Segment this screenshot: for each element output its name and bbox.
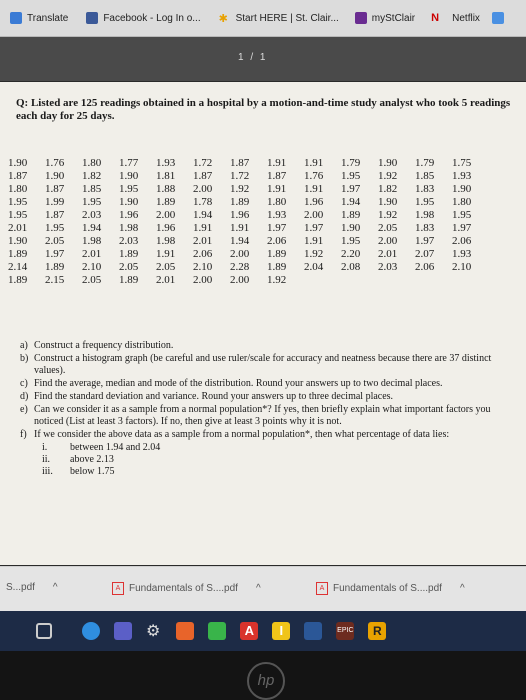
reading-cell: 1.87 [267, 170, 287, 182]
download-bar [0, 566, 526, 611]
reading-cell: 2.05 [378, 222, 398, 234]
reading-cell: 1.89 [119, 248, 139, 260]
reading-cell: 1.87 [8, 170, 28, 182]
subpart-text: above 2.13 [70, 454, 114, 465]
reading-cell: 1.79 [341, 157, 361, 169]
reading-cell: 2.00 [230, 274, 250, 286]
reading-cell: 1.96 [119, 209, 139, 221]
reading-cell: 1.80 [82, 157, 102, 169]
reading-cell: 1.90 [8, 157, 28, 169]
reading-cell: 1.91 [230, 222, 250, 234]
readings-row [8, 157, 489, 170]
part-text: Construct a frequency distribution. [34, 340, 174, 351]
reading-cell: 1.94 [230, 235, 250, 247]
part-text: Find the average, median and mode of the distribution. Round your answers up to two decimal places. [34, 378, 443, 389]
reading-cell: 1.92 [304, 248, 324, 260]
reading-cell: 1.96 [230, 209, 250, 221]
bookmark-netflix[interactable] [431, 12, 480, 24]
subpart-text: below 1.75 [70, 466, 115, 477]
reading-cell: 1.72 [230, 170, 250, 182]
pdf-file-icon: A [316, 582, 328, 595]
reading-cell: 1.95 [452, 209, 472, 221]
reading-cell: 2.05 [82, 274, 102, 286]
reading-cell: 1.97 [341, 183, 361, 195]
hp-logo: hp [247, 662, 285, 700]
bookmark-label: Start HERE | St. Clair... [235, 12, 339, 24]
reading-cell: 2.03 [119, 235, 139, 247]
part-letter: c) [20, 378, 28, 389]
reading-cell: 1.87 [193, 170, 213, 182]
reading-cell: 2.00 [304, 209, 324, 221]
part-b [20, 353, 510, 377]
reading-cell: 2.01 [82, 248, 102, 260]
readings-row [8, 170, 489, 183]
acrobat-icon[interactable]: A [240, 622, 258, 640]
download-label: Fundamentals of S....pdf [333, 583, 442, 594]
reading-cell: 1.89 [267, 261, 287, 273]
settings-gear-icon[interactable]: ⚙ [146, 623, 161, 640]
reading-cell: 2.20 [341, 248, 361, 260]
reading-cell: 1.89 [8, 248, 28, 260]
reading-cell: 2.10 [82, 261, 102, 273]
reading-cell: 1.89 [341, 209, 361, 221]
reading-cell: 1.95 [82, 196, 102, 208]
reading-cell: 1.85 [415, 170, 435, 182]
part-f [20, 429, 510, 441]
reading-cell: 1.95 [415, 196, 435, 208]
part-letter: a) [20, 340, 28, 351]
reading-cell: 1.94 [82, 222, 102, 234]
reading-cell: 1.76 [304, 170, 324, 182]
netflix-icon: N [431, 12, 440, 24]
reading-cell: 2.04 [304, 261, 324, 273]
download-label: S...pdf [6, 582, 35, 593]
reading-cell: 2.01 [378, 248, 398, 260]
app-yellow-icon[interactable]: I [272, 622, 290, 640]
pdf-file-icon: A [112, 582, 124, 595]
part-letter: b) [20, 353, 29, 364]
reading-cell: 2.10 [193, 261, 213, 273]
reading-cell: 1.83 [415, 183, 435, 195]
reading-cell: 2.07 [415, 248, 435, 260]
readings-row [8, 183, 489, 196]
reading-cell: 1.89 [156, 196, 176, 208]
app-orange-icon[interactable] [176, 622, 194, 640]
reading-cell: 1.90 [119, 196, 139, 208]
bookmark-label: Translate [27, 12, 69, 24]
reading-cell: 1.97 [415, 235, 435, 247]
translate-icon [10, 12, 22, 24]
subpart-i [42, 442, 510, 454]
reading-cell: 1.78 [193, 196, 213, 208]
reading-cell: 1.85 [82, 183, 102, 195]
bookmark-translate[interactable] [10, 12, 68, 24]
reading-cell: 1.83 [415, 222, 435, 234]
app-green-icon[interactable] [208, 622, 226, 640]
app-r-icon[interactable]: R [368, 622, 386, 640]
epic-games-icon[interactable]: EPIC [336, 622, 354, 640]
reading-cell: 2.05 [119, 261, 139, 273]
download-label: Fundamentals of S....pdf [129, 583, 238, 594]
readings-row [8, 261, 489, 274]
bookmark-label: Netflix [452, 12, 480, 24]
bookmark-extra[interactable] [492, 12, 509, 24]
download-item[interactable] [112, 582, 261, 595]
reading-cell: 2.05 [45, 235, 65, 247]
part-a [20, 340, 510, 352]
reading-cell: 1.92 [230, 183, 250, 195]
reading-cell: 1.87 [45, 209, 65, 221]
reading-cell: 1.80 [8, 183, 28, 195]
reading-cell: 1.91 [304, 157, 324, 169]
reading-cell: 2.00 [156, 209, 176, 221]
word-icon[interactable] [304, 622, 322, 640]
reading-cell: 1.89 [45, 261, 65, 273]
reading-cell: 1.80 [452, 196, 472, 208]
reading-cell: 1.93 [156, 157, 176, 169]
question-parts [20, 340, 510, 478]
reading-cell: 1.87 [230, 157, 250, 169]
mystclair-icon [355, 12, 367, 24]
reading-cell: 1.90 [45, 170, 65, 182]
reading-cell: 2.00 [230, 248, 250, 260]
reading-cell: 1.98 [119, 222, 139, 234]
part-letter: d) [20, 391, 29, 402]
reading-cell: 1.92 [378, 170, 398, 182]
reading-cell: 2.06 [415, 261, 435, 273]
reading-cell: 1.91 [267, 183, 287, 195]
reading-cell: 1.72 [193, 157, 213, 169]
bookmark-start-here[interactable] [219, 12, 339, 24]
part-letter: e) [20, 404, 28, 415]
reading-cell: 1.96 [156, 222, 176, 234]
reading-cell: 2.06 [267, 235, 287, 247]
reading-cell: 1.91 [193, 222, 213, 234]
reading-cell: 1.89 [230, 196, 250, 208]
reading-cell: 1.90 [378, 196, 398, 208]
reading-cell: 1.90 [341, 222, 361, 234]
readings-row [8, 274, 489, 287]
reading-cell: 1.94 [193, 209, 213, 221]
reading-cell: 2.28 [230, 261, 250, 273]
reading-cell: 2.06 [452, 235, 472, 247]
reading-cell: 1.92 [267, 274, 287, 286]
chevron-up-icon[interactable]: ^ [52, 582, 58, 593]
readings-row [8, 209, 489, 222]
reading-cell: 1.95 [341, 235, 361, 247]
star-icon: ✱ [218, 13, 228, 25]
taskbar [0, 611, 526, 651]
subpart-number: i. [42, 442, 48, 453]
page-indicator: 1 / 1 [238, 52, 268, 63]
readings-row [8, 222, 489, 235]
reading-cell: 1.97 [45, 248, 65, 260]
part-e [20, 404, 510, 428]
reading-cell: 2.05 [156, 261, 176, 273]
reading-cell: 1.82 [378, 183, 398, 195]
readings-table [8, 157, 489, 287]
reading-cell: 1.81 [156, 170, 176, 182]
part-text: If we consider the above data as a sample from a normal population*, then what percentage of data lies: [34, 429, 450, 440]
reading-cell: 2.00 [378, 235, 398, 247]
part-c [20, 378, 510, 390]
reading-cell: 1.90 [119, 170, 139, 182]
reading-cell: 1.95 [119, 183, 139, 195]
reading-cell: 1.82 [82, 170, 102, 182]
reading-cell: 1.98 [82, 235, 102, 247]
bookmark-label: Facebook - Log In o... [103, 12, 201, 24]
part-text: Find the standard deviation and variance. Round your answers up to three decimal places. [34, 391, 394, 402]
teams-icon[interactable] [114, 622, 132, 640]
reading-cell: 1.90 [8, 235, 28, 247]
reading-cell: 1.98 [415, 209, 435, 221]
reading-cell: 1.92 [378, 209, 398, 221]
reading-cell: 1.90 [452, 183, 472, 195]
subpart-text: between 1.94 and 2.04 [70, 442, 161, 453]
part-text: Can we consider it as a sample from a normal population*? If yes, then briefly explain what important factors you noticed (List at least 3 factors). If no, then give at least 3 points why it is not. [34, 404, 491, 427]
reading-cell: 1.77 [119, 157, 139, 169]
pdf-page [0, 82, 526, 565]
readings-row [8, 248, 489, 261]
reading-cell: 1.94 [341, 196, 361, 208]
reading-cell: 1.93 [452, 170, 472, 182]
reading-cell: 1.93 [267, 209, 287, 221]
readings-row [8, 235, 489, 248]
reading-cell: 2.10 [452, 261, 472, 273]
download-item[interactable] [316, 582, 465, 595]
reading-cell: 1.96 [304, 196, 324, 208]
reading-cell: 1.75 [452, 157, 472, 169]
chevron-up-icon[interactable]: ^ [255, 583, 261, 594]
subpart-number: iii. [42, 466, 53, 477]
reading-cell: 1.99 [45, 196, 65, 208]
reading-cell: 2.14 [8, 261, 28, 273]
reading-cell: 2.01 [156, 274, 176, 286]
reading-cell: 2.01 [193, 235, 213, 247]
reading-cell: 1.89 [119, 274, 139, 286]
chevron-up-icon[interactable]: ^ [459, 583, 465, 594]
task-view-icon[interactable] [36, 623, 52, 639]
reading-cell: 1.91 [304, 183, 324, 195]
reading-cell: 1.89 [8, 274, 28, 286]
reading-cell: 2.00 [193, 183, 213, 195]
reading-cell: 1.80 [267, 196, 287, 208]
subpart-number: ii. [42, 454, 51, 465]
part-text: Construct a histogram graph (be careful and use ruler/scale for accuracy and neatness because there are 37 distinct values). [34, 353, 492, 376]
reading-cell: 2.15 [45, 274, 65, 286]
reading-cell: 1.89 [267, 248, 287, 260]
bookmarks-bar [0, 0, 526, 37]
subpart-ii [42, 454, 510, 466]
readings-row [8, 196, 489, 209]
reading-cell: 1.88 [156, 183, 176, 195]
facebook-icon [86, 12, 98, 24]
subpart-iii [42, 466, 510, 478]
reading-cell: 1.95 [341, 170, 361, 182]
bookmark-extra-icon [492, 12, 504, 24]
part-d [20, 391, 510, 403]
download-item[interactable] [6, 582, 58, 593]
reading-cell: 2.03 [82, 209, 102, 221]
reading-cell: 1.95 [45, 222, 65, 234]
reading-cell: 1.90 [378, 157, 398, 169]
reading-cell: 1.91 [156, 248, 176, 260]
bookmark-mystclair[interactable] [355, 12, 415, 24]
reading-cell: 2.08 [341, 261, 361, 273]
reading-cell: 1.91 [304, 235, 324, 247]
bookmark-label: myStClair [371, 12, 416, 24]
reading-cell: 1.98 [156, 235, 176, 247]
reading-cell: 1.79 [415, 157, 435, 169]
reading-cell: 2.01 [8, 222, 28, 234]
reading-cell: 2.00 [193, 274, 213, 286]
reading-cell: 1.97 [452, 222, 472, 234]
reading-cell: 1.97 [267, 222, 287, 234]
edge-browser-icon[interactable] [82, 622, 100, 640]
reading-cell: 1.87 [45, 183, 65, 195]
reading-cell: 2.06 [193, 248, 213, 260]
reading-cell: 2.03 [378, 261, 398, 273]
reading-cell: 1.93 [452, 248, 472, 260]
question-text: Q: Listed are 125 readings obtained in a hospital by a motion-and-time study analyst who took 5 readings each day for 25 days. [16, 97, 511, 122]
bookmark-facebook[interactable] [86, 12, 200, 24]
reading-cell: 1.97 [304, 222, 324, 234]
reading-cell: 1.95 [8, 196, 28, 208]
reading-cell: 1.91 [267, 157, 287, 169]
reading-cell: 1.95 [8, 209, 28, 221]
part-letter: f) [20, 429, 27, 440]
reading-cell: 1.76 [45, 157, 65, 169]
